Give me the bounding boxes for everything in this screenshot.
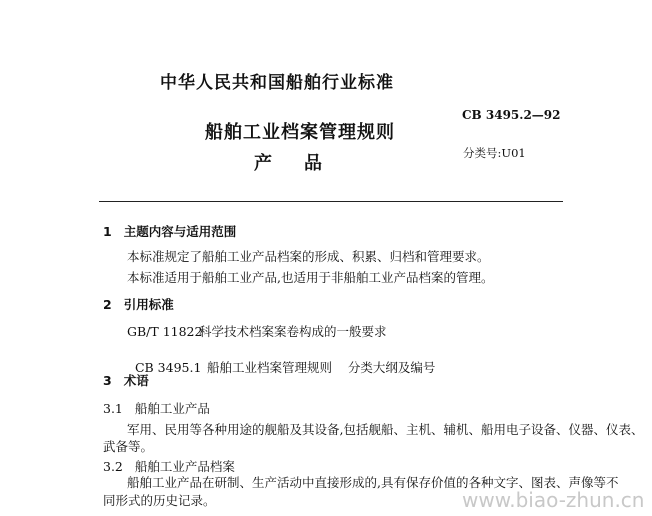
term-definition: 军用、民用等各种用途的舰船及其设备,包括舰船、主机、辅机、船用电子设备、仪器、仪表、	[127, 422, 644, 437]
term-definition: 同形式的历史记录。	[103, 493, 216, 508]
section-number: 3	[103, 373, 112, 388]
term-number: 3.1	[103, 401, 123, 416]
term-name: 船舶工业产品	[134, 401, 210, 416]
document-subtitle	[254, 149, 322, 175]
section-number: 1	[103, 224, 112, 239]
section-title: 术语	[123, 373, 149, 388]
term-heading	[103, 399, 210, 417]
section-1-heading	[103, 222, 236, 240]
reference-code: GB/T 11822	[127, 324, 203, 339]
subtitle-char-1: 产	[254, 153, 272, 174]
section-2-heading	[103, 295, 174, 313]
paragraph: 本标准规定了船舶工业产品档案的形成、积累、归档和管理要求。	[127, 249, 490, 264]
standard-number: CB 3495.2—92	[462, 108, 561, 122]
paragraph: 本标准适用于船舶工业产品,也适用于非船舶工业产品档案的管理。	[127, 270, 494, 285]
reference-code: CB 3495.1	[134, 360, 202, 375]
watermark: www.biao-zhun.cn	[462, 488, 645, 512]
document-header: 中华人民共和国船舶行业标准	[160, 73, 394, 93]
document-title: 船舶工业档案管理规则	[205, 122, 395, 143]
subtitle-char-2: 品	[304, 153, 322, 174]
reference-item	[127, 322, 387, 340]
classification-code: 分类号:U01	[463, 146, 526, 160]
section-title: 引用标准	[123, 297, 174, 312]
reference-title: 船舶工业档案管理规则 分类大纲及编号	[206, 360, 436, 375]
header-divider	[99, 201, 563, 202]
reference-item	[127, 343, 435, 376]
section-3-heading	[103, 371, 149, 389]
reference-title: 科学技术档案案卷构成的一般要求	[199, 324, 387, 339]
term-definition: 武备等。	[103, 439, 154, 454]
section-number: 2	[103, 297, 112, 312]
term-name: 船舶工业产品档案	[134, 459, 235, 474]
term-definition: 船舶工业产品在研制、生产活动中直接形成的,具有保存价值的各种文字、图表、声像等不	[127, 475, 619, 490]
section-title: 主题内容与适用范围	[123, 224, 237, 239]
term-number: 3.2	[103, 459, 123, 474]
